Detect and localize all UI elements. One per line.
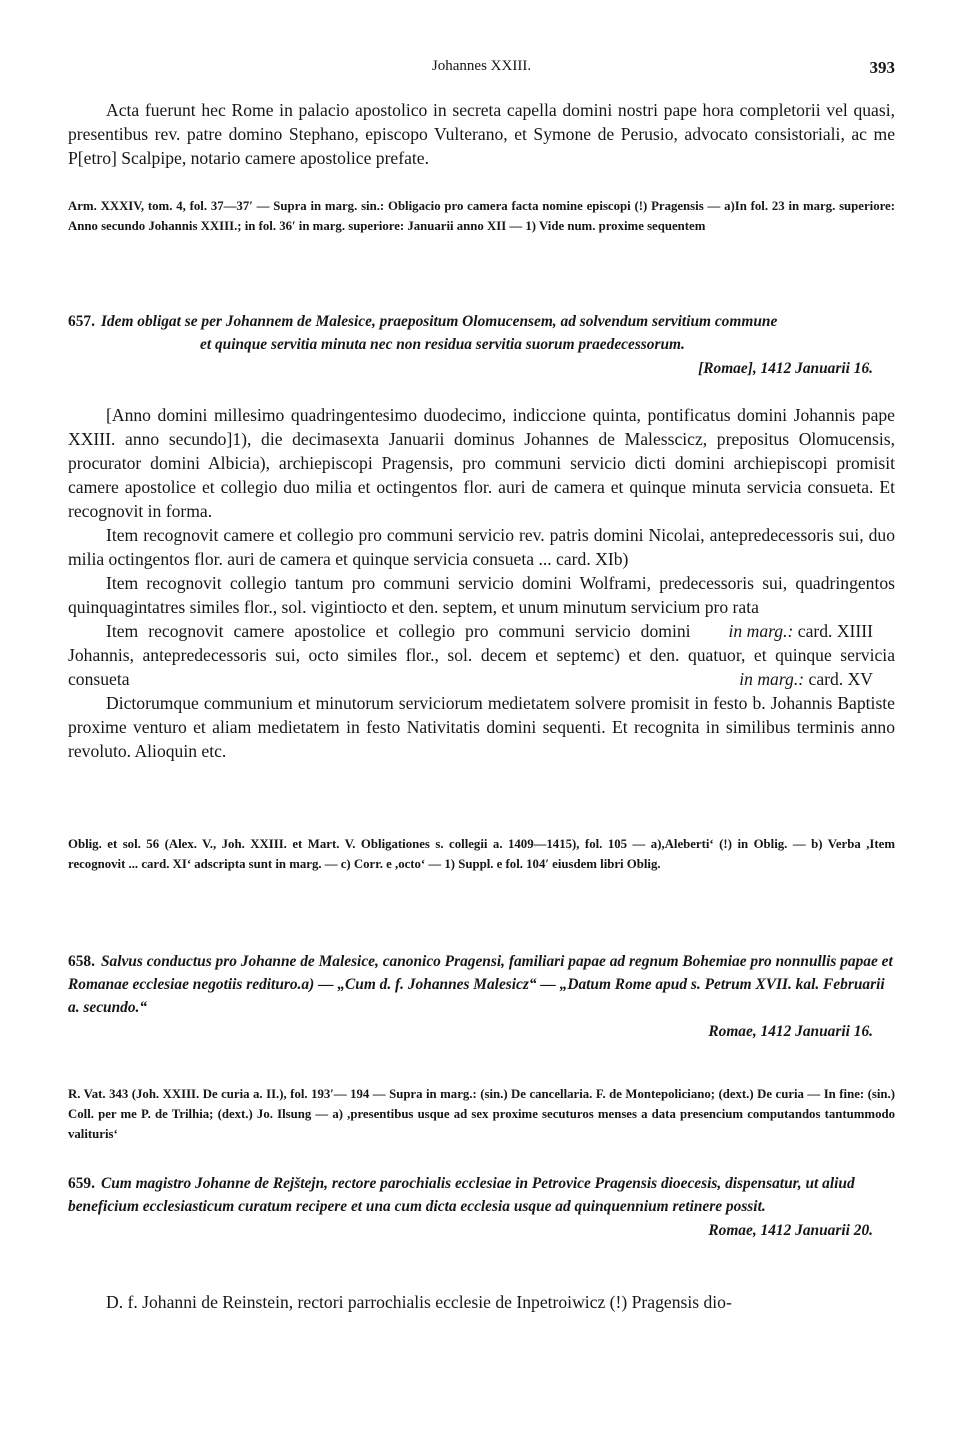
doc-657-body bbox=[68, 403, 895, 763]
doc-657-para-3 bbox=[68, 571, 895, 641]
doc-659-number: 659. bbox=[68, 1175, 95, 1192]
intro-text: Acta fuerunt hec Rome in palacio apostolico in secreta capella domini nostri pape hora completorii vel quasi, presentibus rev. patre domino Stephano, episcopo Vulterano, et Symone de Perusio, advocato consistoriali, ac me P[etro] Scalpipe, notario camere apostolice prefate. bbox=[68, 100, 895, 168]
doc-658-number: 658. bbox=[68, 953, 95, 970]
intro-note: Arm. XXXIV, tom. 4, fol. 37—37′ — Supra in marg. sin.: Obligacio pro camera facta nomine episcopi (!) Pragensis — a)In fol. 23 in marg. superiore: Anno secundo Johannis XXIII.; in fol. 36′ in marg. superiore: Januarii anno XII — 1) Vide num. proxime sequentem bbox=[68, 199, 895, 233]
running-title: Johannes XXIII. bbox=[431, 58, 532, 74]
doc-657-para-4-margin-text: card. XV bbox=[808, 669, 873, 689]
doc-657-para-3-text: Item recognovit collegio tantum pro communi servicio domini Wolframi, predecessoris sui, quadringentos quinquagintatres similes flor., sol. vigintiocto et den. septem, et unum minutum servicium pro rata bbox=[68, 573, 895, 617]
doc-658-title-text: Salvus conductus pro Johanne de Malesice, canonico Pragensi, familiari papae ad regnum Bohemiae pro nonnullis papae et Romanae ecclesiae negotiis redituro.a) — „Cum d. f. Johannes Malesicz“ — „Datum Rome apud s. Petrum XVII. kal. Februarii a. secundo.“ bbox=[68, 953, 893, 1016]
intro-section bbox=[68, 98, 895, 170]
doc-657-para-3-margin-text: card. XIIII bbox=[797, 621, 873, 641]
doc-657-para-1: [Anno domini millesimo quadringentesimo duodecimo, indiccione quinta, pontificatus domini Johannis pape XXIII. anno secundo]1), die decimasexta Januarii dominus Johannes de Malesscicz, prepositus Olomucensis, procurator domini Albicia), archiepiscopi Pragensis, pro communi servicio dicti domini archiepiscopi promisit camere apostolice et collegio duo milia et octingentos flor. auri de camera et quinque minuta servicia consueta. Et recognovit in forma. bbox=[68, 405, 895, 521]
doc-657-para-4-margin bbox=[701, 667, 895, 691]
doc-658-heading bbox=[68, 950, 895, 1045]
doc-657-para-3-margin-label: in marg.: bbox=[728, 621, 794, 641]
intro-paragraph bbox=[68, 98, 895, 170]
doc-659-heading bbox=[68, 1172, 895, 1244]
page-number: 393 bbox=[869, 58, 895, 77]
doc-657-dateline: [Romae], 1412 Januarii 16. bbox=[698, 360, 873, 377]
doc-657-heading bbox=[68, 310, 895, 382]
doc-657-title-line2: et quinque servitia minuta nec non residua servitia suorum praedecessorum. bbox=[200, 336, 685, 353]
doc-657-para-4-text: Item recognovit camere apostolice et collegio pro communi servicio domini Johannis, antepredecessoris sui, octo similes flor., sol. decem et septemc) et den. quatuor, et quinque servicia consueta bbox=[68, 621, 895, 689]
doc-658-dateline: Romae, 1412 Januarii 16. bbox=[708, 1023, 873, 1040]
doc-659-body bbox=[68, 1290, 895, 1314]
doc-657-number: 657. bbox=[68, 313, 95, 330]
doc-659-title-text: Cum magistro Johanne de Rejštejn, rectore parochialis ecclesiae in Petrovice Pragensis dioecesis, dispensatur, ut aliud beneficium ecclesiasticum curatum recipere et una cum dicta ecclesia usque ad quinquennium retinere possit. bbox=[68, 1175, 855, 1215]
doc-658-note: R. Vat. 343 (Joh. XXIII. De curia a. II.), fol. 193′— 194 — Supra in marg.: (sin.) De cancellaria. F. de Montepoliciano; (dext.) De curia — In fine: (sin.) Coll. per me P. de Trilhia; (dext.) Jo. Ilsung — a) ,presentibus usque ad sex proxime secuturos menses a data presencium computandos tantummodo valituris‘ bbox=[68, 1087, 895, 1141]
doc-658-title bbox=[68, 950, 895, 1019]
doc-657-title-line1: Idem obligat se per Johannem de Malesice, praepositum Olomucensem, ad solvendum servitium commune bbox=[100, 313, 778, 330]
doc-657-para-4-margin-label: in marg.: bbox=[739, 669, 805, 689]
doc-657-para-3-margin bbox=[691, 619, 895, 643]
doc-658-note-block bbox=[68, 1084, 895, 1144]
running-header bbox=[68, 58, 895, 84]
doc-657-note: Oblig. et sol. 56 (Alex. V., Joh. XXIII. et Mart. V. Obligationes s. collegii a. 1409—1415), fol. 105 — a),Aleberti‘ (!) in Oblig. — b) Verba ,Item recognovit ... card. XI‘ adscripta sunt in marg. — c) Corr. e ,octo‘ — 1) Suppl. e fol. 104′ eiusdem libri Oblig. bbox=[68, 837, 895, 871]
doc-657-note-block bbox=[68, 834, 895, 874]
doc-657-title bbox=[68, 310, 895, 356]
doc-659-title bbox=[68, 1172, 895, 1218]
doc-659-para-1: D. f. Johanni de Reinstein, rectori parrochialis ecclesie de Inpetroiwicz (!) Pragensis dio- bbox=[106, 1292, 732, 1312]
doc-659-dateline: Romae, 1412 Januarii 20. bbox=[708, 1222, 873, 1239]
doc-657-para-2: Item recognovit camere et collegio pro communi servicio rev. patris domini Nicolai, antepredecessoris sui, duo milia octingentos flor. auri de camera et quinque servicia consueta ... card. XIb) bbox=[68, 525, 895, 569]
doc-657-para-5: Dictorumque communium et minutorum serviciorum medietatem solvere promisit in festo b. Johannis Baptiste proxime venturo et aliam medietatem in festo Nativitatis domini sequenti. Et recognita in similibus terminis anno revoluto. Alioquin etc. bbox=[68, 693, 895, 761]
intro-note-block bbox=[68, 196, 895, 236]
